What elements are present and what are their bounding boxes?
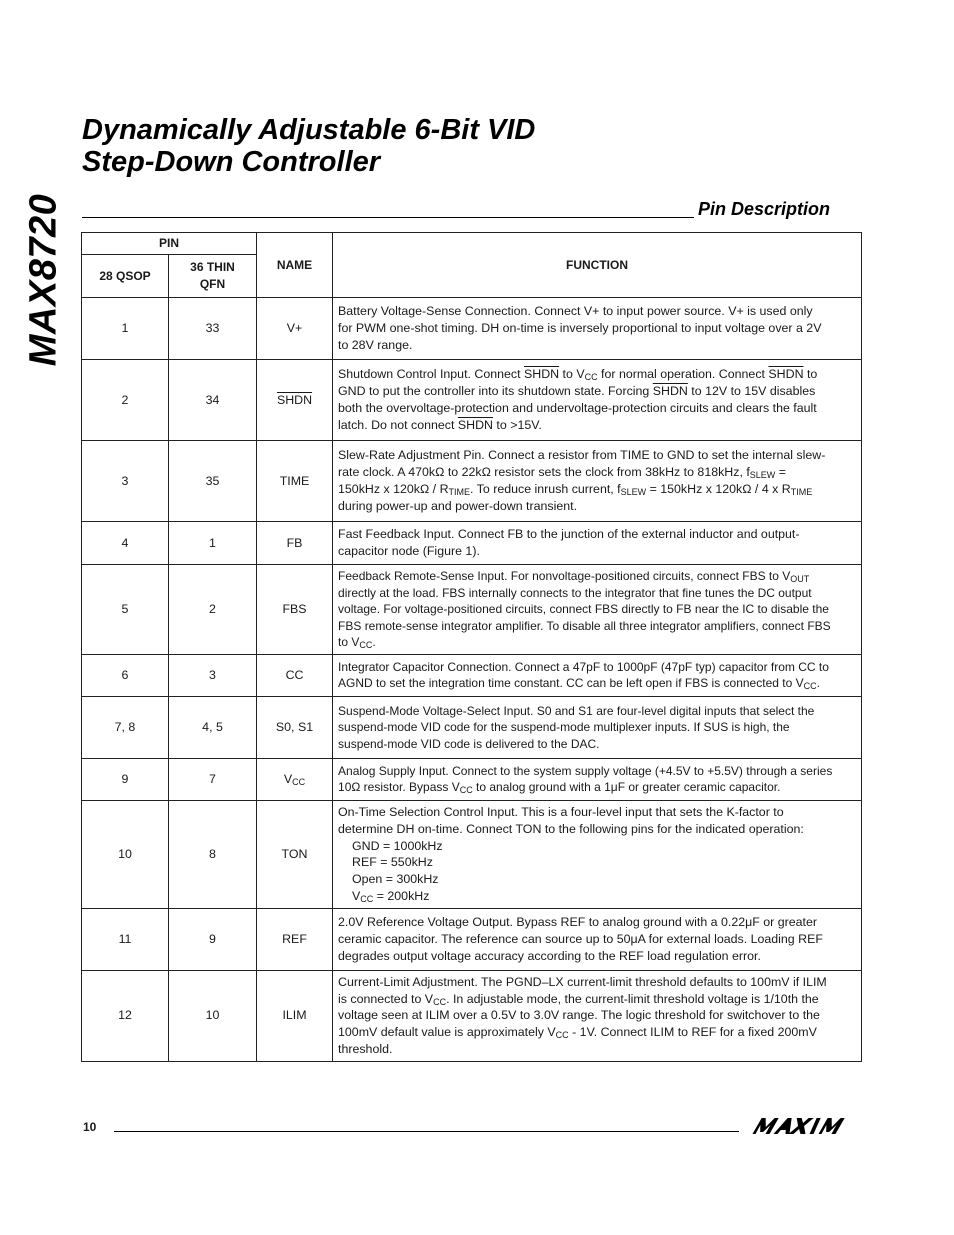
side-part-number: MAX8720 <box>22 193 65 367</box>
table-row <box>82 800 862 908</box>
pin-function: Slew-Rate Adjustment Pin. Connect a resistor from TIME to GND to set the internal slew- rate clock. A 470kΩ to 22kΩ resistor sets the clock from 38kHz to 818kHz, $f_{SLEW}$ = 150kHz x $120k\Omega / R_{TIME}$. To reduce inrush current, $f_{SLEW} = 150kHz$ x 120kΩ / 4 x $R_{TIME}$ during power-up and power-down transient. <box>333 441 862 522</box>
table-row <box>82 696 862 758</box>
pin-description-table <box>81 232 862 1062</box>
pin-function: Shutdown Control Input. Connect SHDN to $V_{CC}$ for normal operation. Connect SHDN to GND to put the controller into its shutdown state. Forcing SHDN to 12V to 15V disables both the overvoltage-protection and undervoltage-protection circuits and clears the fault latch. Do not connect SHDN to >15V. <box>333 360 862 441</box>
pin-function: Integrator Capacitor Connection. Connect a 47pF to 1000pF (47pF typ) capacitor from CC to AGND to set the integration time constant. CC can be left open if FBS is connected to $V_{CC}$. <box>333 654 862 696</box>
pin-qsop: 6 <box>82 654 169 696</box>
maxim-logo <box>752 1117 860 1135</box>
pin-function: Battery Voltage-Sense Connection. Connect V+ to input power source. V+ is used only for PWM one-shot timing. DH on-time is inversely proportional to input voltage over a 2V to 28V range. <box>333 298 862 360</box>
title-line-1: Dynamically Adjustable 6-Bit VID <box>82 114 536 146</box>
footer-rule <box>114 1131 739 1132</box>
table-row <box>82 565 862 655</box>
pin-qsop: 4 <box>82 522 169 565</box>
pin-qsop: 2 <box>82 360 169 441</box>
pin-qfn: 10 <box>169 970 257 1061</box>
header-row-1 <box>82 233 862 255</box>
header-qsop: 28 QSOP <box>82 255 169 298</box>
pin-name: FBS <box>257 565 333 655</box>
header-qfn: 36 THIN QFN <box>169 255 257 298</box>
pin-qsop: 5 <box>82 565 169 655</box>
pin-name: REF <box>257 908 333 970</box>
pin-name: S0, S1 <box>257 696 333 758</box>
page-number: 10 <box>83 1120 97 1134</box>
pin-name: $V_{CC}$ <box>257 758 333 800</box>
pin-function: Suspend-Mode Voltage-Select Input. S0 and S1 are four-level digital inputs that select the suspend-mode VID code for the suspend-mode multiplexer inputs. If SUS is high, the suspend-mode VID code is delivered to the DAC. <box>333 696 862 758</box>
section-title: Pin Description <box>698 199 831 219</box>
pin-qfn: 2 <box>169 565 257 655</box>
header-name: NAME <box>257 233 333 298</box>
header-function: FUNCTION <box>333 233 862 298</box>
pin-name: ILIM <box>257 970 333 1061</box>
pin-name: SHDN <box>257 360 333 441</box>
pin-qsop: 3 <box>82 441 169 522</box>
pin-function: Current-Limit Adjustment. The PGND–LX current-limit threshold defaults to 100mV if ILIM is connected to $V_{CC}$. In adjustable mode, the current-limit threshold voltage is 1/10th the voltage seen at ILIM over a 0.5V to 3.0V range. The logic threshold for switchover to the 100mV default value is approximately $V_{CC} - 1V$. Connect ILIM to REF for a fixed 200mV threshold. <box>333 970 862 1061</box>
pin-function: 2.0V Reference Voltage Output. Bypass REF to analog ground with a 0.22μF or greater ceramic capacitor. The reference can source up to 50μA for external loads. Loading REF degrades output voltage accuracy according to the REF load regulation error. <box>333 908 862 970</box>
table-row <box>82 758 862 800</box>
table-row <box>82 908 862 970</box>
pin-qsop: 12 <box>82 970 169 1061</box>
pin-qsop: 1 <box>82 298 169 360</box>
pin-qfn: 8 <box>169 800 257 908</box>
pin-name: TIME <box>257 441 333 522</box>
table-row <box>82 441 862 522</box>
section-rule <box>82 217 694 218</box>
table-row <box>82 654 862 696</box>
header-pin: PIN <box>82 233 257 255</box>
pin-qfn: 1 <box>169 522 257 565</box>
pin-qfn: 9 <box>169 908 257 970</box>
title-line-2: Step-Down Controller <box>82 146 381 178</box>
pin-qfn: 3 <box>169 654 257 696</box>
pin-qfn: 35 <box>169 441 257 522</box>
pin-qsop: 10 <box>82 800 169 908</box>
pin-qsop: 9 <box>82 758 169 800</box>
table-row <box>82 522 862 565</box>
table-row <box>82 298 862 360</box>
pin-function: Feedback Remote-Sense Input. For nonvoltage-positioned circuits, connect FBS to $V_{OUT}$ directly at the load. FBS internally connects to the integrator that fine tunes the DC output voltage. For voltage-positioned circuits, connect FBS directly to FB near the IC to disable the FBS remote-sense integrator amplifier. To disable all three integrator amplifiers, connect FBS to $V_{CC}$. <box>333 565 862 655</box>
pin-name: FB <box>257 522 333 565</box>
table-row <box>82 970 862 1061</box>
table-row <box>82 360 862 441</box>
pin-name: CC <box>257 654 333 696</box>
pin-qsop: 11 <box>82 908 169 970</box>
pin-qfn: 7 <box>169 758 257 800</box>
pin-qfn: 34 <box>169 360 257 441</box>
pin-function: Analog Supply Input. Connect to the system supply voltage (+4.5V to +5.5V) through a series 10Ω resistor. Bypass $V_{CC}$ to analog ground with a 1μF or greater ceramic capacitor. <box>333 758 862 800</box>
pin-qfn: 33 <box>169 298 257 360</box>
pin-qsop: 7, 8 <box>82 696 169 758</box>
document-title <box>82 114 535 178</box>
pin-name: V+ <box>257 298 333 360</box>
pin-function: Fast Feedback Input. Connect FB to the junction of the external inductor and output- capacitor node (Figure 1). <box>333 522 862 565</box>
pin-qfn: 4, 5 <box>169 696 257 758</box>
pin-name: TON <box>257 800 333 908</box>
pin-function: On-Time Selection Control Input. This is a four-level input that sets the K-factor to determine DH on-time. Connect TON to the following pins for the indicated operation: GND = 1000kHz REF = 550kHz Open = 300kHz $V_{CC} = 200kHz$ <box>333 800 862 908</box>
